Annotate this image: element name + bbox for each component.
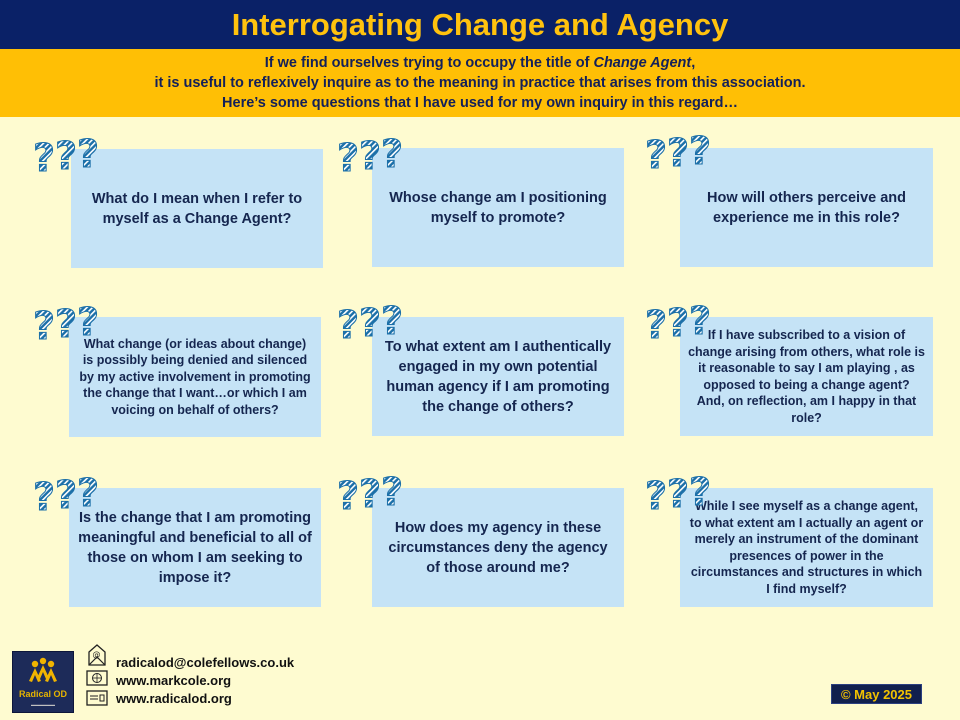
question-marks-icon [644, 128, 718, 176]
question-marks-icon [336, 469, 410, 517]
question-text-6: If I have subscribed to a vision of change arising from others, what role is it reasonable to say I am playing , as opposed to being a change agent? And, on reflection, am I happy in that role? [688, 328, 925, 425]
question-text-1: What do I mean when I refer to myself as a Change Agent? [91, 190, 303, 227]
question-text-5: To what extent am I authentically engaged in my own potential human agency if I am promoting the change of others? [384, 338, 612, 415]
page-title-banner [0, 0, 960, 49]
svg-text:?: ? [689, 129, 712, 173]
intro-line-1: If we find ourselves trying to occupy the title of Change Agent, [264, 55, 696, 71]
intro-line-2: it is useful to reflexively inquire as to the meaning in practice that arises from this association. [154, 75, 806, 91]
svg-text:?: ? [77, 300, 100, 344]
question-marks-icon [644, 469, 718, 517]
question-card-7 [69, 488, 321, 607]
svg-text:?: ? [359, 134, 382, 178]
intro-banner [0, 49, 960, 117]
svg-text:?: ? [645, 474, 668, 517]
people-icon [13, 654, 73, 690]
question-card-1 [71, 149, 323, 268]
intro-line-3: Here’s some questions that I have used for my own inquiry in this regard… [222, 95, 738, 111]
email-icon [86, 643, 108, 667]
svg-text:?: ? [381, 470, 404, 514]
date-badge: © May 2025 [831, 684, 922, 704]
logo-tagline-graphic: ▬▬▬▬▬▬ [31, 702, 55, 707]
svg-text:?: ? [337, 136, 360, 179]
svg-text:?: ? [667, 131, 690, 175]
svg-text:?: ? [689, 299, 712, 343]
question-text-2: Whose change am I positioning myself to promote? [389, 189, 607, 226]
question-marks-icon [32, 131, 106, 179]
page-title: Interrogating Change and Agency [231, 6, 729, 42]
svg-text:?: ? [645, 303, 668, 346]
question-marks-icon [32, 299, 106, 347]
svg-text:?: ? [33, 475, 56, 518]
svg-text:?: ? [33, 304, 56, 347]
svg-text:?: ? [55, 302, 78, 346]
website-link-radicalod[interactable]: www.radicalod.org [116, 691, 232, 706]
email-address[interactable]: radicalod@colefellows.co.uk [116, 655, 295, 670]
radical-od-logo [12, 651, 74, 713]
question-text-8: How does my agency in these circumstances deny the agency of those around me? [388, 519, 608, 576]
question-marks-icon [336, 131, 410, 179]
question-marks-icon [336, 298, 410, 346]
question-text-9: While I see myself as a change agent, to what extent am I actually an agent or merely an instrument of the dominant presences of power in the circumstances and structures in which I find myself? [689, 499, 924, 596]
svg-text:?: ? [337, 474, 360, 517]
web-card-icon [86, 690, 108, 706]
question-text-7: Is the change that I am promoting meaningful and beneficial to all of those on whom I am seeking to impose it? [78, 509, 312, 586]
svg-text:?: ? [667, 301, 690, 345]
question-marks-icon [644, 298, 718, 346]
question-text-4: What change (or ideas about change) is possibly being denied and silenced by my active involvement in promoting the change that I want…or which I am voicing on behalf of others? [79, 336, 311, 417]
svg-text:?: ? [689, 470, 712, 514]
svg-text:?: ? [645, 133, 668, 176]
svg-text:?: ? [337, 303, 360, 346]
question-marks-icon [32, 470, 106, 518]
svg-text:@: @ [92, 650, 101, 659]
svg-text:?: ? [33, 136, 56, 179]
svg-text:?: ? [55, 473, 78, 517]
website-link-markcole[interactable]: www.markcole.org [116, 673, 232, 688]
globe-icon [86, 670, 108, 686]
svg-text:?: ? [381, 299, 404, 343]
change-agent-emphasis: Change Agent [593, 55, 692, 71]
svg-text:?: ? [77, 132, 100, 176]
svg-text:?: ? [359, 301, 382, 345]
svg-text:?: ? [55, 134, 78, 178]
svg-text:?: ? [77, 471, 100, 515]
svg-text:?: ? [359, 472, 382, 516]
logo-name: Radical OD [18, 689, 67, 699]
question-card-4 [69, 317, 321, 437]
svg-text:?: ? [381, 132, 404, 176]
question-text-3: How will others perceive and experience me in this role? [706, 189, 907, 226]
svg-text:?: ? [667, 472, 690, 516]
